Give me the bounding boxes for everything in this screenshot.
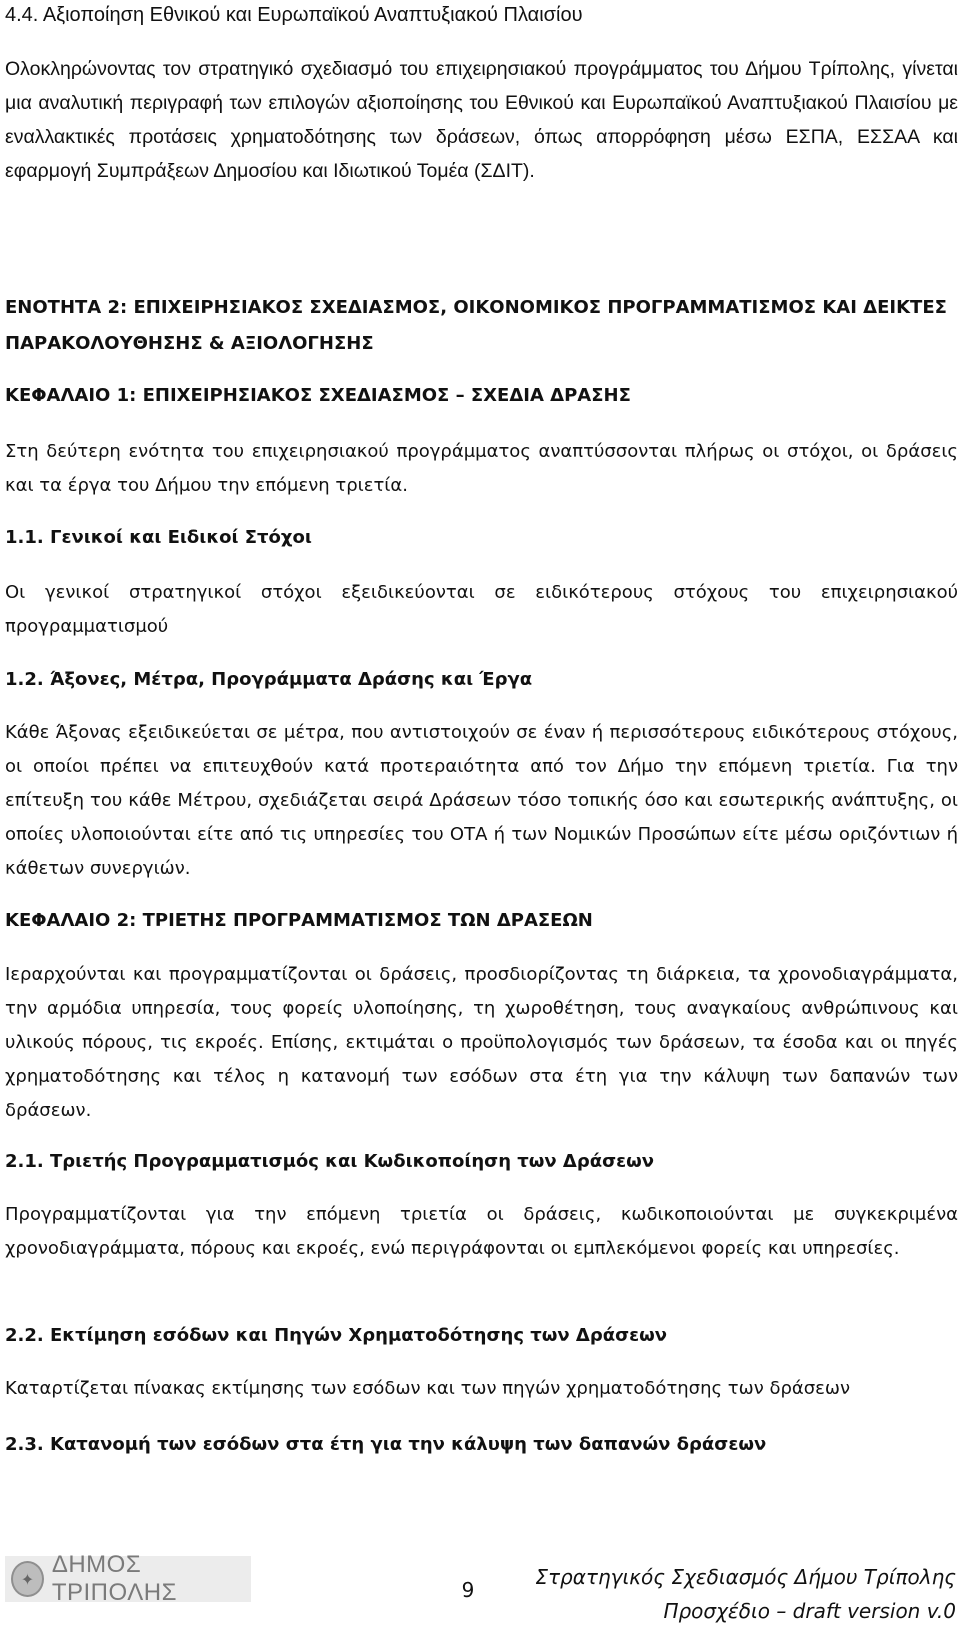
chapter-2-paragraph: Ιεραρχούνται και προγραμματίζονται οι δράσεις, προσδιορίζοντας τη διάρκεια, τα χρονοδιαγράμματα, την αρμόδια υπηρεσία, τους φορείς υλοποίησης, τη χωροθέτηση, τους αναγκαίους ανθρώπινους και υλικούς πόρους, τις εκροές. Επίσης, εκτιμάται ο προϋπολογισμός των δράσεων, τα έσοδα και οι πηγές χρηματοδότησης και τέλος η κατανομή των εσόδων στα έτη για την κάλυψη των δαπανών των δράσεων.	[5, 964, 958, 1121]
seal-icon: ✦	[11, 1561, 44, 1597]
subsection-2-2-heading: 2.2. Εκτίμηση εσόδων και Πηγών Χρηματοδότησης των Δράσεων	[5, 1325, 668, 1346]
footer-doc-info	[535, 1560, 956, 1628]
subsection-2-1-paragraph: Προγραμματίζονται για την επόμενη τριετία οι δράσεις, κωδικοποιούνται με συγκεκριμένα χρονοδιαγράμματα, πόρους και εκροές, ενώ περιγράφονται οι εμπλεκόμενοι φορείς και υπηρεσίες.	[5, 1204, 958, 1259]
section-heading-4-4: 4.4. Αξιοποίηση Εθνικού και Ευρωπαϊκού Αναπτυξιακού Πλαισίου	[5, 4, 583, 26]
municipality-logo	[5, 1551, 251, 1606]
subsection-2-1-heading: 2.1. Τριετής Προγραμματισμός και Κωδικοποίηση των Δράσεων	[5, 1151, 655, 1172]
chapter-1-heading: ΚΕΦΑΛΑΙΟ 1: ΕΠΙΧΕΙΡΗΣΙΑΚΟΣ ΣΧΕΔΙΑΣΜΟΣ – ΣΧΕΔΙΑ ΔΡΑΣΗΣ	[5, 385, 631, 406]
subsection-2-2-paragraph: Καταρτίζεται πίνακας εκτίμησης των εσόδων και των πηγών χρηματοδότησης των δράσεων	[5, 1378, 851, 1399]
subsection-1-2-paragraph: Κάθε Άξονας εξειδικεύεται σε μέτρα, που αντιστοιχούν σε έναν ή περισσότερους ειδικότερους στόχους, οι οποίοι πρέπει να επιτευχθούν κατά προτεραιότητα από τον Δήμο την επόμενη τριετία. Για την επίτευξη του κάθε Μέτρου, σχεδιάζεται σειρά Δράσεων τόσο τοπικής όσο και εσωτερικής ανάπτυξης, οι οποίες υλοποιούνται είτε από τις υπηρεσίες του ΟΤΑ ή των Νομικών Προσώπων είτε μέσω οριζόντιων ή κάθετων συνεργιών.	[5, 722, 958, 879]
chapter-1-paragraph: Στη δεύτερη ενότητα του επιχειρησιακού προγράμματος αναπτύσσονται πλήρως οι στόχοι, οι δράσεις και τα έργα του Δήμου την επόμενη τριετία.	[5, 441, 958, 496]
logo-text: ΔΗΜΟΣ ΤΡΙΠΟΛΗΣ	[51, 1551, 177, 1606]
subsection-1-1-paragraph: Οι γενικοί στρατηγικοί στόχοι εξειδικεύονται σε ειδικότερους στόχους του επιχειρησιακού προγραμματισμού	[5, 582, 958, 637]
footer-doc-version: Προσχέδιο – draft version v.0	[663, 1599, 956, 1623]
subsection-2-3-heading: 2.3. Κατανομή των εσόδων στα έτη για την κάλυψη των δαπανών δράσεων	[5, 1434, 767, 1455]
footer-doc-title: Στρατηγικός Σχεδιασμός Δήμου Τρίπολης	[535, 1565, 956, 1589]
section-4-4-paragraph: Ολοκληρώνοντας τον στρατηγικό σχεδιασμό του επιχειρησιακού προγράμματος του Δήμου Τρίπολης, γίνεται μια αναλυτική περιγραφή των επιλογών αξιοποίησης του Εθνικού και Ευρωπαϊκού Αναπτυξιακού Πλαισίου με εναλλακτικές προτάσεις χρηματοδότησης των δράσεων, όπως απορρόφηση μέσω ΕΣΠΑ, ΕΣΣΑΑ και εφαρμογή Συμπράξεων Δημοσίου και Ιδιωτικού Τομέα (ΣΔΙΤ).	[5, 58, 958, 182]
unit-2-heading: ΕΝΟΤΗΤΑ 2: ΕΠΙΧΕΙΡΗΣΙΑΚΟΣ ΣΧΕΔΙΑΣΜΟΣ, ΟΙΚΟΝΟΜΙΚΟΣ ΠΡΟΓΡΑΜΜΑΤΙΣΜΟΣ ΚΑΙ ΔΕΙΚΤΕΣ ΠΑΡΑΚΟΛΟΥΘΗΣΗΣ & ΑΞΙΟΛΟΓΗΣΗΣ	[5, 297, 947, 354]
subsection-1-2-heading: 1.2. Άξονες, Μέτρα, Προγράμματα Δράσης και Έργα	[5, 669, 533, 690]
chapter-2-heading: ΚΕΦΑΛΑΙΟ 2: ΤΡΙΕΤΗΣ ΠΡΟΓΡΑΜΜΑΤΙΣΜΟΣ ΤΩΝ ΔΡΑΣΕΩΝ	[5, 910, 593, 931]
page-number: 9	[461, 1578, 475, 1602]
subsection-1-1-heading: 1.1. Γενικοί και Ειδικοί Στόχοι	[5, 527, 312, 548]
